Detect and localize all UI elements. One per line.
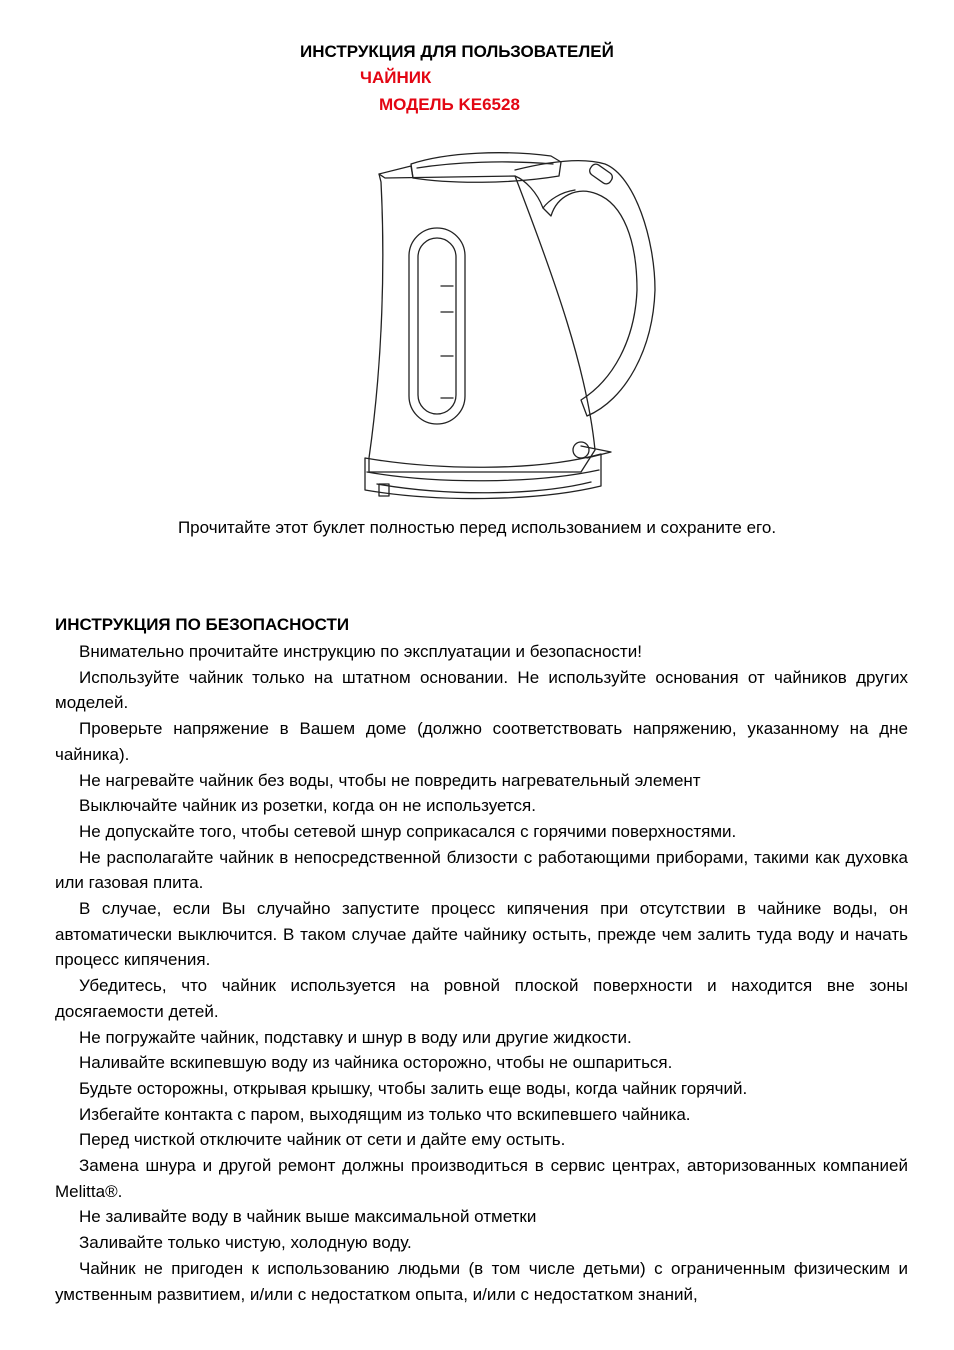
safety-item: Убедитесь, что чайник используется на ровной плоской поверхности и находится вне зоны досягаемости детей.	[55, 976, 908, 1021]
product-name: ЧАЙНИК	[360, 68, 432, 87]
safety-item: В случае, если Вы случайно запустите процесс кипячения при отсутствии в чайнике воды, он автоматически выключится. В таком случае дайте чайнику остыть, прежде чем залить туда воду и начать процесс кипячения.	[55, 899, 908, 970]
safety-item: Внимательно прочитайте инструкцию по эксплуатации и безопасности!	[79, 642, 642, 661]
safety-item: Чайник не пригоден к использованию людьми (в том числе детьми) с ограниченным физическим и умственным развитием, и/или с недостатком опыта, и/или с недостатком знаний,	[55, 1258, 908, 1304]
safety-item: Проверьте напряжение в Вашем доме (должно соответствовать напряжению, указанному на дне чайника).	[55, 719, 908, 764]
power-switch	[588, 162, 615, 186]
safety-item: Используйте чайник только на штатном основании. Не используйте основания от чайников других моделей.	[55, 667, 908, 713]
safety-item: Не нагревайте чайник без воды, чтобы не повредить нагревательный элемент	[79, 770, 701, 790]
safety-item: Заливайте только чистую, холодную воду.	[79, 1233, 412, 1253]
safety-section-heading: ИНСТРУКЦИЯ ПО БЕЗОПАСНОСТИ	[55, 615, 350, 634]
safety-item: Не заливайте воду в чайник выше максимальной отметки	[79, 1207, 537, 1227]
model-number: МОДЕЛЬ KE6528	[379, 95, 520, 114]
figure-caption: Прочитайте этот буклет полностью перед использованием и сохраните его.	[177, 518, 777, 537]
safety-item: Будьте осторожны, открывая крышку, чтобы залить еще воды, когда чайник горячий.	[79, 1078, 748, 1098]
safety-item: Не погружайте чайник, подставку и шнур в воду или другие жидкости.	[79, 1027, 632, 1047]
safety-instructions-list	[55, 639, 908, 1307]
safety-item: Наливайте вскипевшую воду из чайника осторожно, чтобы не ошпариться.	[79, 1053, 673, 1073]
kettle-illustration-icon	[355, 140, 675, 510]
document-title: ИНСТРУКЦИЯ ДЛЯ ПОЛЬЗОВАТЕЛЕЙ	[300, 42, 614, 61]
safety-item: Перед чисткой отключите чайник от сети и дайте ему остыть.	[79, 1130, 566, 1150]
safety-item: Замена шнура и другой ремонт должны производиться в сервис центрах, авторизованных компанией Melitta®.	[55, 1156, 908, 1201]
kettle-body-outline	[369, 174, 595, 472]
safety-item: Избегайте контакта с паром, выходящим из только что вскипевшего чайника.	[79, 1104, 691, 1124]
safety-item: Выключайте чайник из розетки, когда он не используется.	[79, 796, 536, 816]
safety-item: Не располагайте чайник в непосредственной близости с работающими приборами, такими как духовка или газовая плита.	[55, 847, 908, 893]
kettle-handle	[515, 161, 655, 416]
safety-item: Не допускайте того, чтобы сетевой шнур соприкасался с горячими поверхностями.	[79, 821, 737, 841]
